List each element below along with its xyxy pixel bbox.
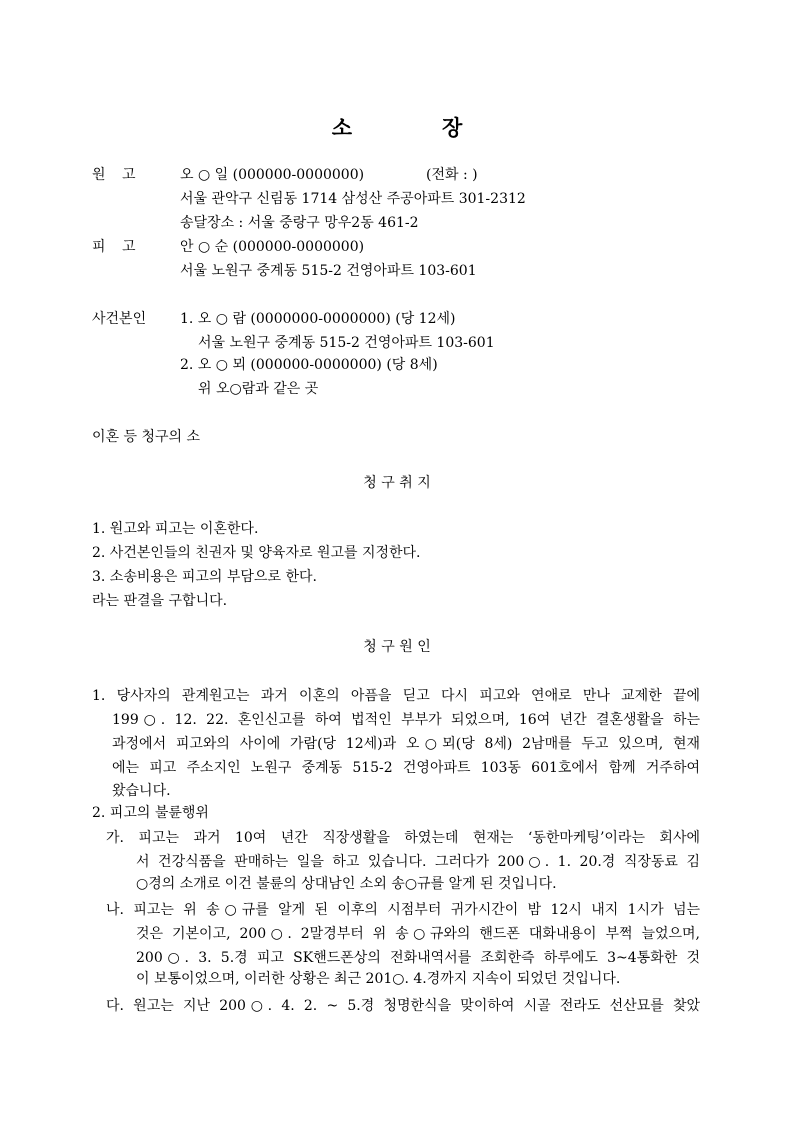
cause-2-ga-line-1: 가. 피고는 과거 10여 년간 직장생활을 하였는데 현재는 ‘동한마케팅’이라는 회사에 <box>106 830 700 846</box>
principal-2-name: 2. 오 ○ 뫼 (000000-0000000) (당 8세) <box>180 357 438 373</box>
cause-1-line-4: 에는 피고 주소지인 노원구 중계동 515-2 건영아파트 103동 601호에서 함께 거주하여 <box>112 760 700 776</box>
cause-2-na-line-1: 나. 피고는 위 송○규를 알게 된 이후의 시점부터 귀가시간이 밤 12시 내지 1시가 넘는 <box>106 902 700 918</box>
cause-2-heading: 2. 피고의 불륜행위 <box>92 805 209 821</box>
case-title: 이혼 등 청구의 소 <box>92 429 201 445</box>
defendant-label: 피 고 <box>92 239 136 255</box>
cause-2-ga-line-2: 서 건강식품을 판매하는 일을 하고 있습니다. 그러다가 200○. 1. 20.경 직장동료 김 <box>136 854 700 870</box>
cause-1-line-2: 199○. 12. 22. 혼인신고를 하여 법적인 부부가 되었으며, 16여 년간 결혼생활을 하는 <box>112 712 700 728</box>
cause-2-na-line-3: 200○. 3. 5.경 피고 SK핸드폰상의 전화내역서를 조회한즉 하루에도 3~4통화한 것 <box>136 950 700 966</box>
principal-1-name: 1. 오 ○ 람 (0000000-0000000) (당 12세) <box>180 311 456 327</box>
principals-label: 사건본인 <box>92 311 147 327</box>
claim-1: 1. 원고와 피고는 이혼한다. <box>92 521 259 537</box>
principal-2-address: 위 오○람과 같은 곳 <box>198 381 319 397</box>
claim-closing: 라는 판결을 구합니다. <box>92 593 228 609</box>
defendant-name: 안 ○ 순 (000000-0000000) <box>180 239 365 255</box>
title-char-2: 장 <box>442 116 463 140</box>
claim-heading: 청 구 취 지 <box>363 475 431 491</box>
cause-1-line-5: 왔습니다. <box>112 783 171 799</box>
plaintiff-name: 오 ○ 일 (000000-0000000) <box>180 167 365 183</box>
cause-2-ga-line-3: ○경의 소개로 이건 불륜의 상대남인 소외 송○규를 알게 된 것입니다. <box>136 876 557 892</box>
plaintiff-phone: (전화 : ) <box>426 167 478 183</box>
cause-1-line-3: 과정에서 피고와의 사이에 가람(당 12세)과 오○뫼(당 8세) 2남매를 두고 있으며, 현재 <box>112 736 700 752</box>
claim-2: 2. 사건본인들의 친권자 및 양육자로 원고를 지정한다. <box>92 545 421 561</box>
document-title <box>0 112 794 142</box>
defendant-address: 서울 노원구 중계동 515-2 건영아파트 103-601 <box>180 263 477 279</box>
principal-1-address: 서울 노원구 중계동 515-2 건영아파트 103-601 <box>198 335 495 351</box>
plaintiff-delivery: 송달장소 : 서울 중랑구 망우2동 461-2 <box>180 215 419 231</box>
cause-2-na-line-2: 것은 기본이고, 200○. 2말경부터 위 송○규와의 핸드폰 대화내용이 부쩍 늘었으며, <box>136 926 700 942</box>
plaintiff-address: 서울 관악구 신림동 1714 삼성산 주공아파트 301-2312 <box>180 191 526 207</box>
cause-1-line-1: 1. 당사자의 관계원고는 과거 이혼의 아픔을 딛고 다시 피고와 연애로 만나 교제한 끝에 <box>92 688 700 704</box>
cause-heading: 청 구 원 인 <box>363 639 431 655</box>
title-char-1: 소 <box>331 116 352 140</box>
claim-3: 3. 소송비용은 피고의 부담으로 한다. <box>92 569 317 585</box>
cause-2-da-line-1: 다. 원고는 지난 200○. 4. 2. ~ 5.경 청명한식을 맞이하여 시골 전라도 선산묘를 찾았 <box>106 998 700 1014</box>
plaintiff-label: 원 고 <box>92 167 136 183</box>
cause-2-na-line-4: 이 보통이었으며, 이러한 상황은 최근 201○. 4.경까지 지속이 되었던 것입니다. <box>136 971 621 987</box>
